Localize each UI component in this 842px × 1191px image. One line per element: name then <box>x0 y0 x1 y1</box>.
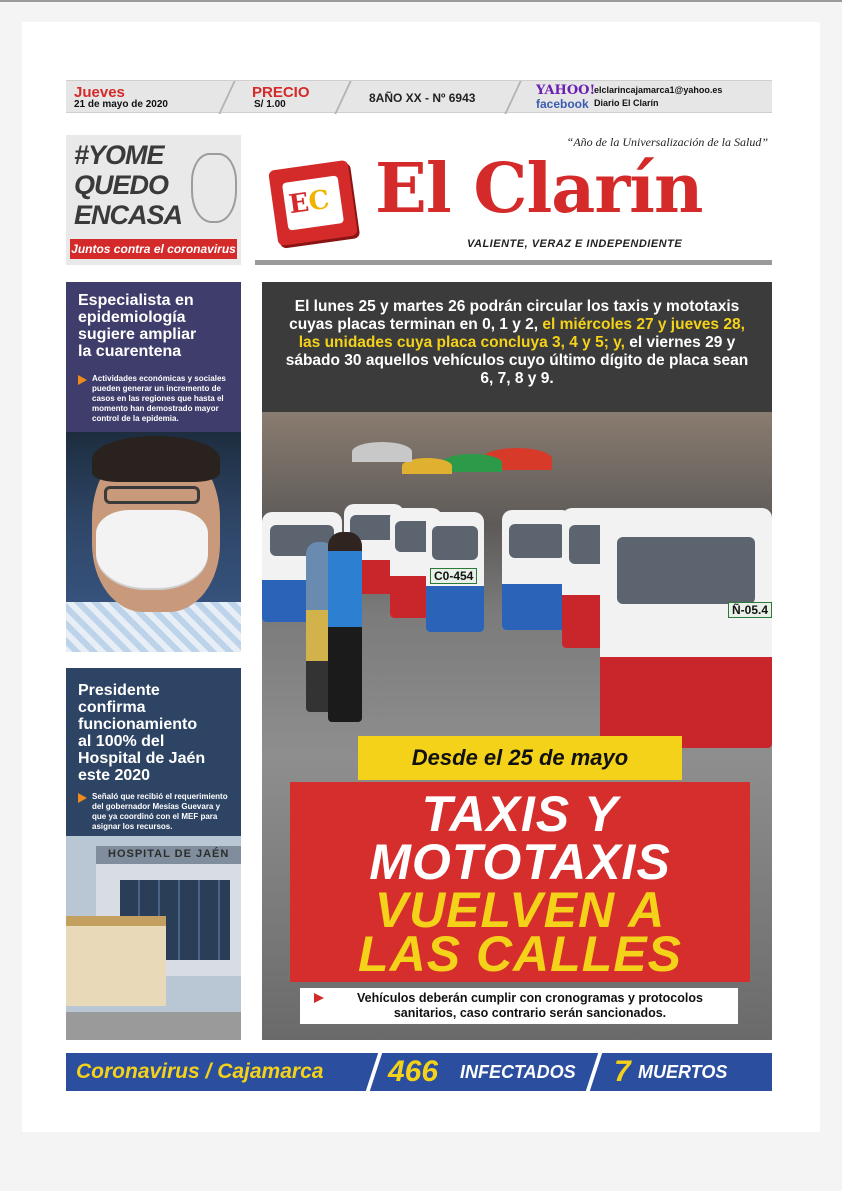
top-rule <box>0 0 842 2</box>
bullet-arrow-icon <box>78 375 87 385</box>
deaths-count: 7 <box>614 1055 631 1088</box>
coat-of-arms-icon <box>191 153 237 223</box>
issue-day: Jueves <box>74 84 125 101</box>
lead-headline: LAS CALLES <box>358 926 682 982</box>
specialist-photo <box>66 432 241 652</box>
story-summary: Actividades económicas y sociales pueden generar un incremento de casos en las regiones que hasta el momento han demostrado mayor control de la epidemia. <box>78 374 228 424</box>
logo-letter-c: C <box>306 184 332 218</box>
lead-headline: VUELVEN A <box>374 882 666 938</box>
bullet-arrow-icon <box>78 793 87 803</box>
story-headline: confirma <box>78 699 146 716</box>
story-headline: sugiere ampliar <box>78 326 197 343</box>
lead-story[interactable] <box>262 282 772 1040</box>
story-quarantine[interactable] <box>66 282 241 652</box>
story-hospital[interactable] <box>66 668 241 1040</box>
story-headline: Hospital de Jaén <box>78 750 206 767</box>
story-headline: Especialista en <box>78 292 194 309</box>
contact-email[interactable]: elclarincajamarca1@yahoo.es <box>594 85 723 95</box>
stats-separator <box>586 1053 602 1091</box>
face-mask-icon <box>96 510 208 588</box>
campaign-line: #YOME <box>74 140 164 170</box>
hospital-sign: HOSPITAL DE JAÉN <box>108 848 230 860</box>
lead-headline: TAXIS Y <box>421 786 619 842</box>
lead-kicker: Desde el 25 de mayo <box>358 736 682 780</box>
lead-intro-text: El lunes 25 y martes 26 podrán circular los taxis y mototaxis cuyas placas terminan en 0, 1 y 2, el miércoles 27 y jueves 28, las unidades cuya placa concluya 3, 4 y 5; y, el viernes 29 y sábado 30 aquellos vehículos cuyo último dígito de placa sean 6, 7, 8 y 9. <box>285 298 749 387</box>
masthead <box>255 135 772 265</box>
license-plate: C0-454 <box>430 568 477 584</box>
lead-headline-box <box>290 782 750 982</box>
story-headline: la cuarentena <box>78 343 182 360</box>
lead-subhead: Vehículos deberán cumplir con cronogramas y protocolos sanitarios, caso contrario serán sancionados. <box>300 988 738 1024</box>
story-headline: al 100% del <box>78 733 165 750</box>
year-motto: “Año de la Universalización de la Salud” <box>566 135 768 149</box>
info-separator <box>504 81 521 114</box>
ec-logo-icon <box>268 160 358 246</box>
masthead-rule <box>255 260 772 265</box>
logo-letter-e: E <box>287 187 311 221</box>
issue-date: 21 de mayo de 2020 <box>74 99 168 110</box>
edition-number: 8AÑO XX - Nº 6943 <box>369 91 476 105</box>
lead-intro <box>262 282 772 414</box>
info-separator <box>334 81 351 114</box>
newspaper-name: El Clarín <box>375 149 703 229</box>
story-headline: este 2020 <box>78 767 151 784</box>
license-plate: Ñ-05.4 <box>728 602 772 618</box>
info-bar <box>66 80 772 113</box>
bullet-arrow-icon <box>314 993 324 1003</box>
campaign-line: ENCASA <box>74 200 183 230</box>
yahoo-logo: YAHOO! <box>536 83 596 98</box>
story-headline: epidemiología <box>78 309 186 326</box>
price-value: S/ 1.00 <box>254 99 286 110</box>
stats-region: Coronavirus / Cajamarca <box>76 1060 324 1083</box>
campaign-line: QUEDO <box>74 170 169 200</box>
story-headline: funcionamiento <box>78 716 198 733</box>
stay-home-campaign <box>66 135 241 265</box>
info-separator <box>218 81 235 114</box>
hospital-photo <box>66 836 241 1040</box>
story-summary: Señaló que recibió el requerimiento del gobernador Mesías Guevara y que ya coordinó con el MEF para asignar los recursos. <box>78 792 228 832</box>
facebook-page-name[interactable]: Diario El Clarín <box>594 98 659 108</box>
price-label: PRECIO <box>252 84 310 101</box>
campaign-banner: Juntos contra el coronavirus <box>70 239 237 259</box>
infected-count: 466 <box>388 1055 439 1088</box>
covid-stats-bar <box>66 1053 772 1091</box>
deaths-label: MUERTOS <box>638 1062 728 1082</box>
stats-separator <box>366 1053 382 1091</box>
story-headline: Presidente <box>78 682 160 699</box>
tagline: VALIENTE, VERAZ E INDEPENDIENTE <box>467 238 683 250</box>
facebook-logo: facebook <box>536 97 589 111</box>
infected-label: INFECTADOS <box>460 1062 576 1082</box>
lead-headline: MOTOTAXIS <box>369 834 671 890</box>
